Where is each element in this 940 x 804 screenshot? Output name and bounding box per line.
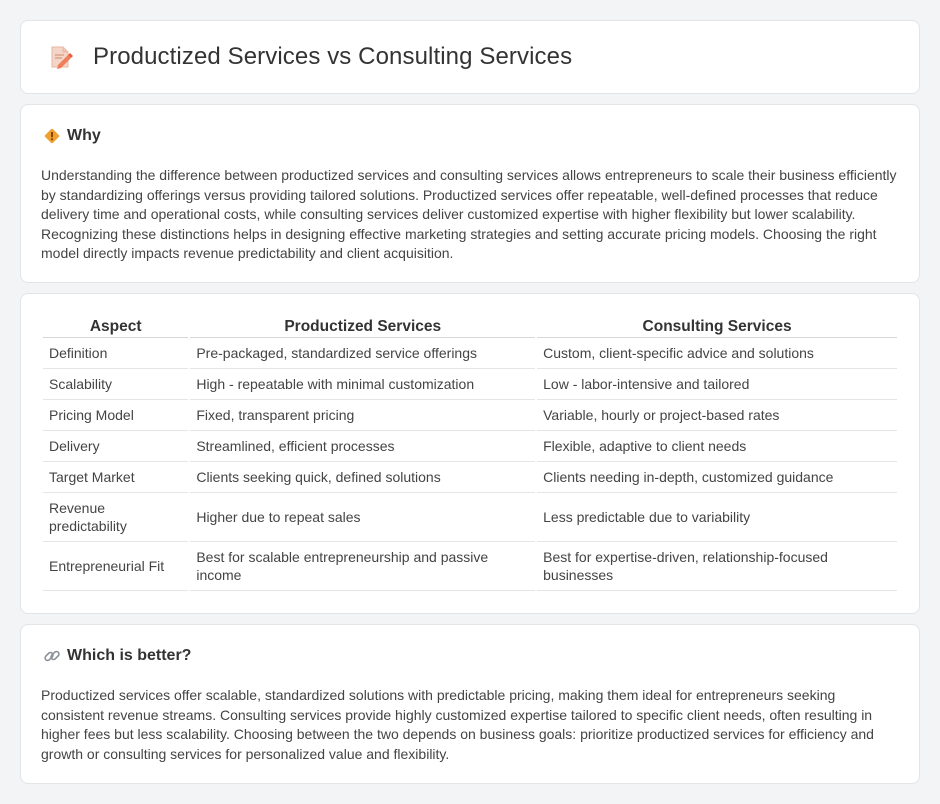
title-card	[20, 20, 920, 94]
header-productized: Productized Services	[190, 316, 535, 338]
diamond-warning-icon	[43, 127, 61, 145]
table-row	[43, 431, 897, 462]
aspect-cell: Revenue predictability	[43, 493, 188, 542]
consulting-cell: Custom, client-specific advice and solutions	[537, 338, 897, 369]
productized-cell: Streamlined, efficient processes	[190, 431, 535, 462]
aspect-cell: Target Market	[43, 462, 188, 493]
header-aspect: Aspect	[43, 316, 188, 338]
table-row	[43, 542, 897, 591]
consulting-cell: Flexible, adaptive to client needs	[537, 431, 897, 462]
consulting-cell: Low - labor-intensive and tailored	[537, 369, 897, 400]
aspect-cell: Definition	[43, 338, 188, 369]
productized-cell: High - repeatable with minimal customization	[190, 369, 535, 400]
link-icon	[43, 647, 61, 665]
table-row	[43, 493, 897, 542]
productized-cell: Best for scalable entrepreneurship and passive income	[190, 542, 535, 591]
consulting-cell: Less predictable due to variability	[537, 493, 897, 542]
table-row	[43, 338, 897, 369]
which-better-section	[20, 624, 920, 784]
why-section	[20, 104, 920, 283]
table-row	[43, 400, 897, 431]
consulting-cell: Clients needing in-depth, customized guidance	[537, 462, 897, 493]
aspect-cell: Pricing Model	[43, 400, 188, 431]
comparison-card	[20, 293, 920, 614]
aspect-cell: Delivery	[43, 431, 188, 462]
which-better-title: Which is better?	[67, 647, 192, 664]
comparison-table	[41, 316, 899, 591]
productized-cell: Higher due to repeat sales	[190, 493, 535, 542]
consulting-cell: Best for expertise-driven, relationship-focused businesses	[537, 542, 897, 591]
header-consulting: Consulting Services	[537, 316, 897, 338]
table-row	[43, 369, 897, 400]
page-title: Productized Services vs Consulting Services	[93, 43, 573, 70]
document-pencil-icon	[47, 44, 73, 70]
consulting-cell: Variable, hourly or project-based rates	[537, 400, 897, 431]
table-header-row	[43, 316, 897, 338]
why-title: Why	[67, 127, 101, 144]
aspect-cell: Scalability	[43, 369, 188, 400]
table-row	[43, 462, 897, 493]
aspect-cell: Entrepreneurial Fit	[43, 542, 188, 591]
productized-cell: Fixed, transparent pricing	[190, 400, 535, 431]
why-text: Understanding the difference between productized services and consulting services allows entrepreneurs to scale their business efficiently by standardizing offerings versus providing tailored solutions. Productized services offer repeatable, well-defined processes that reduce delivery time and operational costs, while consulting services deliver customized expertise with higher flexibility but lower scalability. Recognizing these distinctions helps in designing effective marketing strategies and setting accurate pricing models. Choosing the right model directly impacts revenue predictability and client acquisition.	[41, 167, 897, 262]
productized-cell: Pre-packaged, standardized service offerings	[190, 338, 535, 369]
which-better-text: Productized services offer scalable, standardized solutions with predictable pricing, making them ideal for entrepreneurs seeking consistent revenue streams. Consulting services provide highly customized expertise tailored to specific client needs, often resulting in higher fees but less scalability. Choosing between the two depends on business goals: prioritize productized services for efficiency and growth or consulting services for personalized value and flexibility.	[41, 687, 874, 762]
productized-cell: Clients seeking quick, defined solutions	[190, 462, 535, 493]
